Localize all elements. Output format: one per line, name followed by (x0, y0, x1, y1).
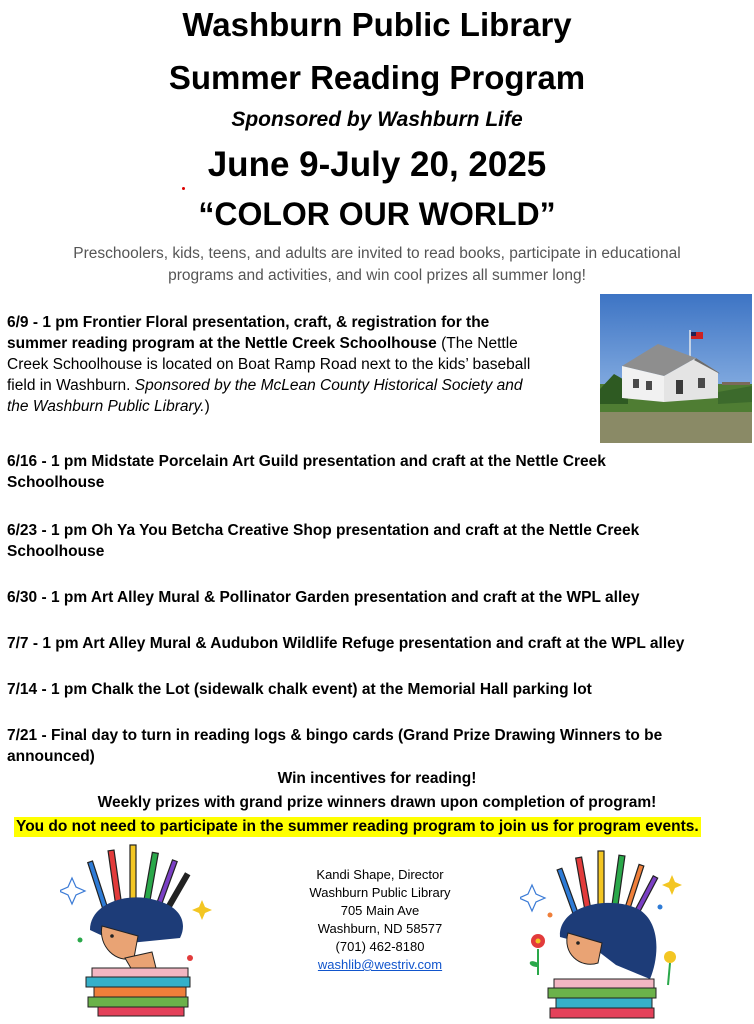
event-3-line1: 6/23 - 1 pm Oh Ya You Betcha Creative Shop presentation and craft at the Nettle Creek (7, 522, 640, 539)
intro-line1: Preschoolers, kids, teens, and adults are invited to read books, participate in educational (73, 245, 681, 262)
event-item (7, 679, 592, 700)
event-5-line1: 7/7 - 1 pm Art Alley Mural & Audubon Wildlife Refuge presentation and craft at the WPL alley (7, 635, 685, 652)
highlight-notice: You do not need to participate in the summer reading program to join us for program events. (16, 818, 699, 835)
intro-text (20, 243, 734, 287)
intro-line2: programs and activities, and win cool prizes all summer long! (168, 267, 586, 284)
event-item (7, 633, 684, 654)
event-4-line1: 6/30 - 1 pm Art Alley Mural & Pollinator Garden presentation and craft at the WPL alley (7, 589, 640, 606)
contact-email-link[interactable]: washlib@westriv.com (317, 957, 443, 972)
event-1-line4-italic: Sponsored by the McLean County Historical Society and (134, 377, 523, 394)
reader-art-left (60, 840, 220, 1020)
event-item (7, 312, 530, 417)
contact-city: Washburn, ND 58577 (317, 921, 443, 936)
event-1-line2-normal: (The Nettle (436, 335, 518, 352)
program-dates: June 9-July 20, 2025 (207, 145, 547, 184)
event-item (7, 451, 606, 493)
win-incentives: Win incentives for reading! (277, 770, 477, 787)
title-line1: Washburn Public Library (182, 6, 572, 43)
weekly-prizes: Weekly prizes with grand prize winners drawn upon completion of program! (97, 794, 657, 811)
contact-library: Washburn Public Library (309, 885, 451, 900)
contact-director: Kandi Shape, Director (316, 867, 444, 882)
event-2-line2: Schoolhouse (7, 474, 105, 491)
sponsor-line: Sponsored by Washburn Life (231, 108, 523, 131)
contact-block (300, 866, 460, 974)
event-1-line4-normal: field in Washburn. (7, 377, 135, 394)
reader-art-right (520, 845, 690, 1023)
event-1-line2-bold: summer reading program at the Nettle Creek Schoolhouse (7, 335, 437, 352)
event-7-line1: 7/21 - Final day to turn in reading logs & bingo cards (Grand Prize Drawing Winners to be (7, 727, 663, 744)
event-item (7, 725, 662, 767)
title-line2: Summer Reading Program (168, 59, 586, 96)
event-2-line1: 6/16 - 1 pm Midstate Porcelain Art Guild presentation and craft at the Nettle Creek (7, 453, 606, 470)
program-theme: “COLOR OUR WORLD” (198, 196, 556, 232)
red-dot (182, 187, 185, 190)
event-1-line5-normal: ) (204, 398, 210, 415)
event-1-line1: 6/9 - 1 pm Frontier Floral presentation, craft, & registration for the (7, 314, 490, 331)
schoolhouse-photo (600, 294, 752, 443)
event-1-line3: Creek Schoolhouse is located on Boat Ramp Road next to the kids’ baseball (7, 356, 531, 373)
contact-address: 705 Main Ave (340, 903, 420, 918)
event-6-line1: 7/14 - 1 pm Chalk the Lot (sidewalk chalk event) at the Memorial Hall parking lot (7, 681, 592, 698)
contact-phone: (701) 462-8180 (335, 939, 425, 954)
event-item (7, 587, 640, 608)
event-7-line2: announced) (7, 748, 95, 765)
event-1-line5-italic: the Washburn Public Library. (7, 398, 205, 415)
event-item (7, 520, 639, 562)
event-3-line2: Schoolhouse (7, 543, 105, 560)
